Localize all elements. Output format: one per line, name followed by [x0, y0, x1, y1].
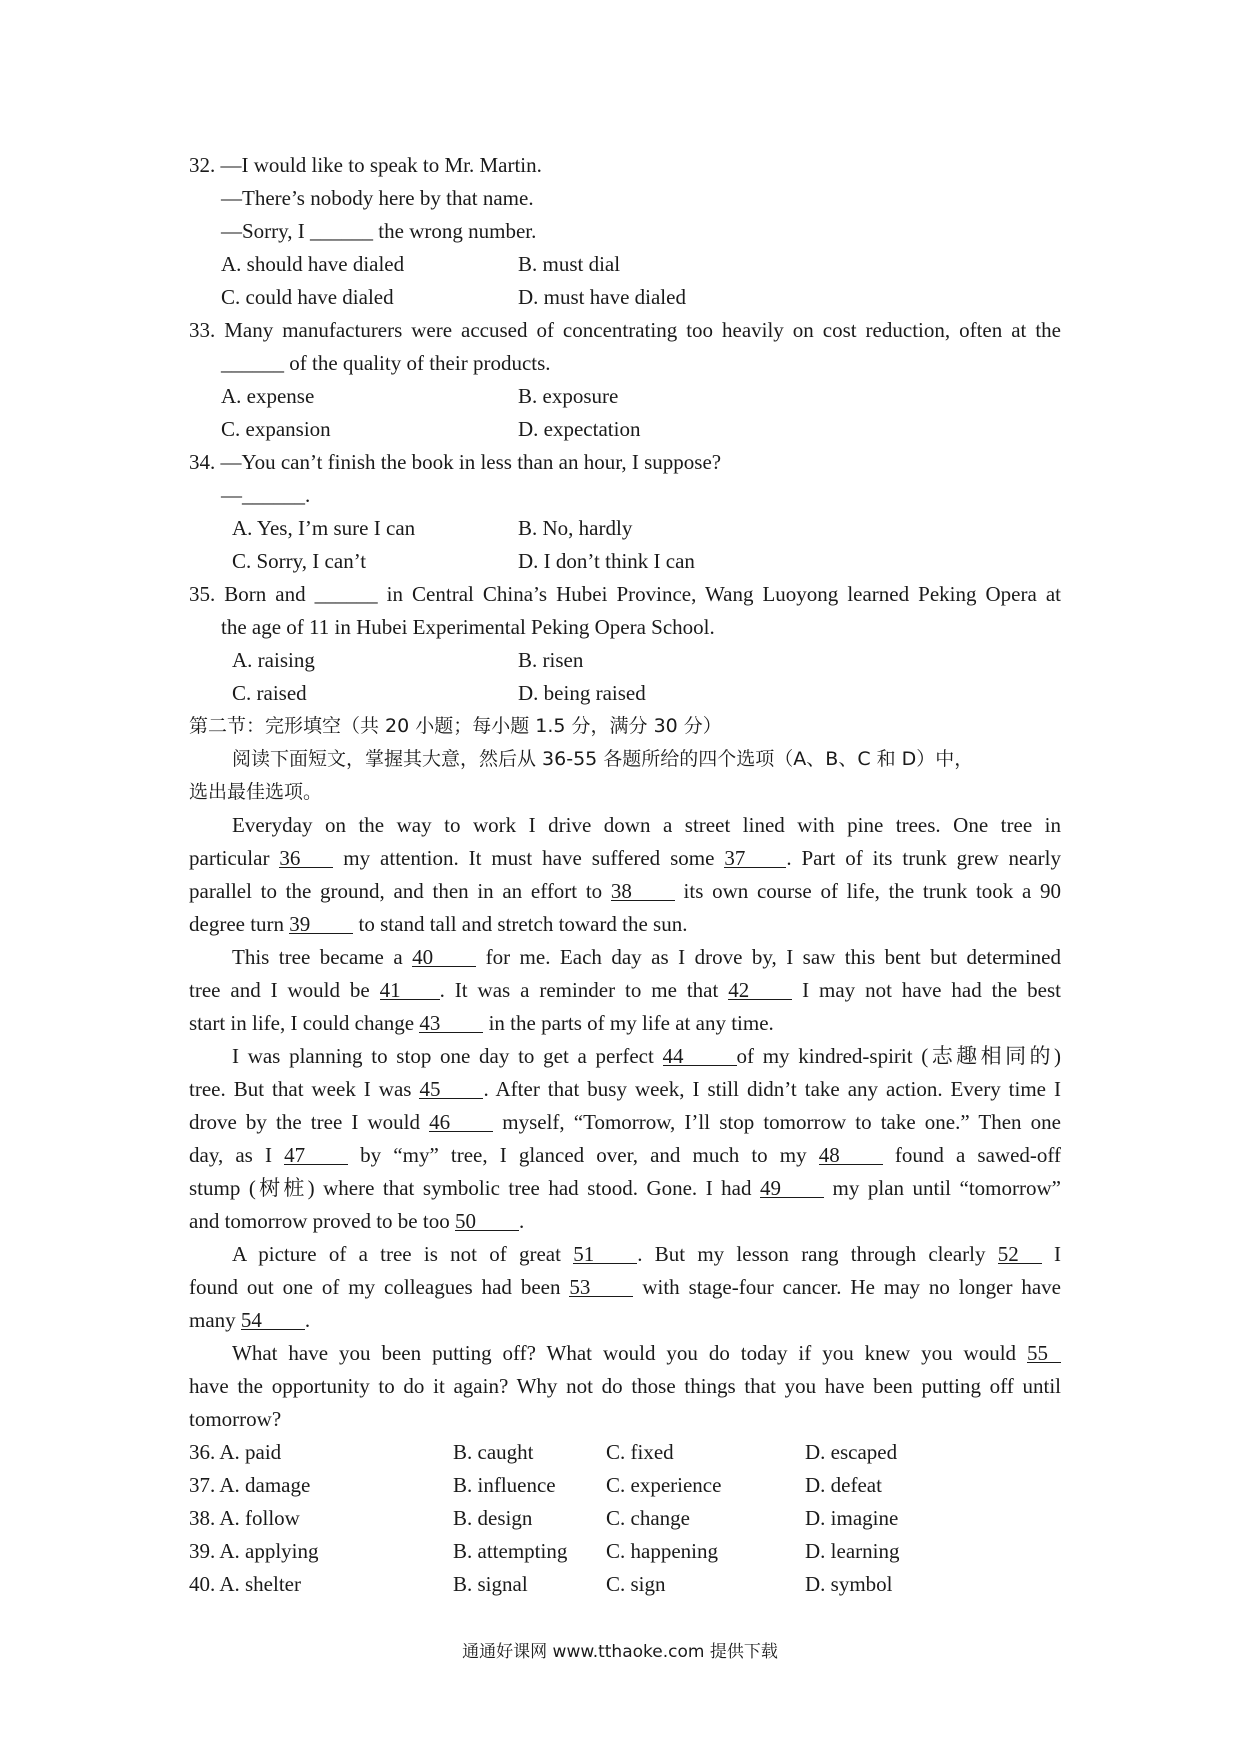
option-b: B. No, hardly — [518, 516, 633, 540]
passage-line: This tree became a 40 for me. Each day as I drove by, I saw this bent but determined — [232, 945, 1061, 969]
question-stem: the age of 11 in Hubei Experimental Peking Opera School. — [221, 615, 715, 639]
option-c: C. expansion — [221, 417, 331, 441]
option-b: B. caught — [453, 1440, 534, 1464]
passage-line: many 54 . — [189, 1308, 311, 1332]
option-c: C. could have dialed — [221, 285, 394, 309]
passage-line: stump (树桩) where that symbolic tree had stood. Gone. I had 49 my plan until “tomorrow” — [189, 1176, 1061, 1200]
option-b: B. attempting — [453, 1539, 568, 1563]
option-d: D. escaped — [805, 1440, 898, 1464]
option-a: A. Yes, I’m sure I can — [232, 516, 416, 540]
passage-line: Everyday on the way to work I drive down a street lined with pine trees. One tree in — [232, 813, 1061, 837]
blank-36[interactable]: 36 — [279, 846, 333, 868]
blank-51[interactable]: 51 — [573, 1242, 637, 1264]
option-b: B. must dial — [518, 252, 621, 276]
option-a: 37. A. damage — [189, 1473, 311, 1497]
option-b: B. design — [453, 1506, 533, 1530]
passage-line: particular 36 my attention. It must have suffered some 37 . Part of its trunk grew nearly — [189, 846, 1061, 870]
option-b: B. risen — [518, 648, 584, 672]
passage-line: tree and I would be 41 . It was a reminder to me that 42 I may not have had the best — [189, 978, 1061, 1002]
blank-40[interactable]: 40 — [412, 945, 476, 967]
option-a: A. should have dialed — [221, 252, 405, 276]
blank-39[interactable]: 39 — [289, 912, 353, 934]
passage-line: drove by the tree I would 46 myself, “Tomorrow, I’ll stop tomorrow to take one.” Then one — [189, 1110, 1061, 1134]
page-footer: 通通好课网 www.tthaoke.com 提供下载 — [462, 1642, 778, 1662]
option-a: 40. A. shelter — [189, 1572, 301, 1596]
option-d: D. defeat — [805, 1473, 882, 1497]
question-stem: ______ of the quality of their products. — [221, 351, 551, 375]
option-c: C. raised — [232, 681, 307, 705]
option-b: B. exposure — [518, 384, 619, 408]
question-stem: 32. —I would like to speak to Mr. Martin. — [189, 153, 542, 177]
blank-54[interactable]: 54 — [241, 1308, 305, 1330]
question-stem: 33. Many manufacturers were accused of concentrating too heavily on cost reduction, often at the — [189, 318, 1061, 342]
option-a: 39. A. applying — [189, 1539, 319, 1563]
option-d: D. symbol — [805, 1572, 893, 1596]
option-c: C. experience — [606, 1473, 722, 1497]
option-a: 36. A. paid — [189, 1440, 282, 1464]
passage-line: tree. But that week I was 45 . After that busy week, I still didn’t take any action. Every time I — [189, 1077, 1061, 1101]
passage-line: parallel to the ground, and then in an effort to 38 its own course of life, the trunk took a 90 — [189, 879, 1061, 903]
question-stem: 35. Born and ______ in Central China’s Hubei Province, Wang Luoyong learned Peking Opera at — [189, 582, 1061, 606]
option-d: D. I don’t think I can — [518, 549, 695, 573]
passage-line: What have you been putting off? What would you do today if you knew you would 55 — [232, 1340, 1061, 1366]
section-heading: 第二节：完形填空（共 20 小题；每小题 1.5 分，满分 30 分） — [189, 715, 722, 737]
blank-47[interactable]: 47 — [284, 1143, 348, 1165]
blank-48[interactable]: 48 — [819, 1143, 883, 1165]
blank-52[interactable]: 52 — [998, 1242, 1042, 1264]
blank-37[interactable]: 37 — [724, 846, 786, 868]
option-c: C. change — [606, 1506, 690, 1530]
blank-38[interactable]: 38 — [611, 879, 675, 901]
blank-43[interactable]: 43 — [419, 1011, 483, 1033]
passage-line: day, as I 47 by “my” tree, I glanced over, and much to my 48 found a sawed-off — [189, 1143, 1061, 1167]
blank-50[interactable]: 50 — [455, 1209, 519, 1231]
passage-line: and tomorrow proved to be too 50 . — [189, 1209, 525, 1233]
option-d: D. expectation — [518, 417, 641, 441]
blank-55[interactable]: 55 — [1027, 1341, 1061, 1363]
passage-line: I was planning to stop one day to get a perfect 44 of my kindred-spirit (志趣相同的) — [232, 1044, 1062, 1068]
option-d: D. being raised — [518, 681, 646, 705]
option-c: C. sign — [606, 1572, 666, 1596]
blank-41[interactable]: 41 — [380, 978, 440, 1000]
section-instruction: 阅读下面短文，掌握其大意，然后从 36-55 各题所给的四个选项（A、B、C 和 D）中， — [232, 748, 974, 770]
blank-45[interactable]: 45 — [419, 1077, 483, 1099]
option-d: D. imagine — [805, 1506, 899, 1530]
option-c: C. happening — [606, 1539, 718, 1563]
option-d: D. learning — [805, 1539, 900, 1563]
option-d: D. must have dialed — [518, 285, 686, 309]
passage-line: start in life, I could change 43 in the parts of my life at any time. — [189, 1011, 774, 1035]
blank-49[interactable]: 49 — [760, 1176, 824, 1198]
question-stem: —There’s nobody here by that name. — [221, 186, 534, 210]
passage-line: found out one of my colleagues had been 53 with stage-four cancer. He may no longer have — [189, 1275, 1061, 1299]
option-a: A. raising — [232, 648, 315, 672]
passage-line: degree turn 39 to stand tall and stretch toward the sun. — [189, 912, 688, 936]
blank-42[interactable]: 42 — [728, 978, 792, 1000]
option-b: B. influence — [453, 1473, 556, 1497]
option-b: B. signal — [453, 1572, 528, 1596]
passage-line: have the opportunity to do it again? Why not do those things that you have been putting off until — [189, 1374, 1061, 1398]
blank-53[interactable]: 53 — [569, 1275, 633, 1297]
blank-44[interactable]: 44 — [663, 1044, 737, 1066]
question-stem: —Sorry, I ______ the wrong number. — [221, 219, 537, 243]
option-c: C. Sorry, I can’t — [232, 549, 367, 573]
passage-line: A picture of a tree is not of great 51 . But my lesson rang through clearly 52 I — [232, 1242, 1061, 1266]
section-instruction: 选出最佳选项。 — [189, 781, 323, 803]
option-a: A. expense — [221, 384, 315, 408]
passage-line: tomorrow? — [189, 1407, 282, 1431]
question-stem: 34. —You can’t finish the book in less than an hour, I suppose? — [189, 450, 722, 474]
option-c: C. fixed — [606, 1440, 674, 1464]
question-stem: —______. — [221, 483, 311, 507]
option-a: 38. A. follow — [189, 1506, 300, 1530]
blank-46[interactable]: 46 — [429, 1110, 493, 1132]
